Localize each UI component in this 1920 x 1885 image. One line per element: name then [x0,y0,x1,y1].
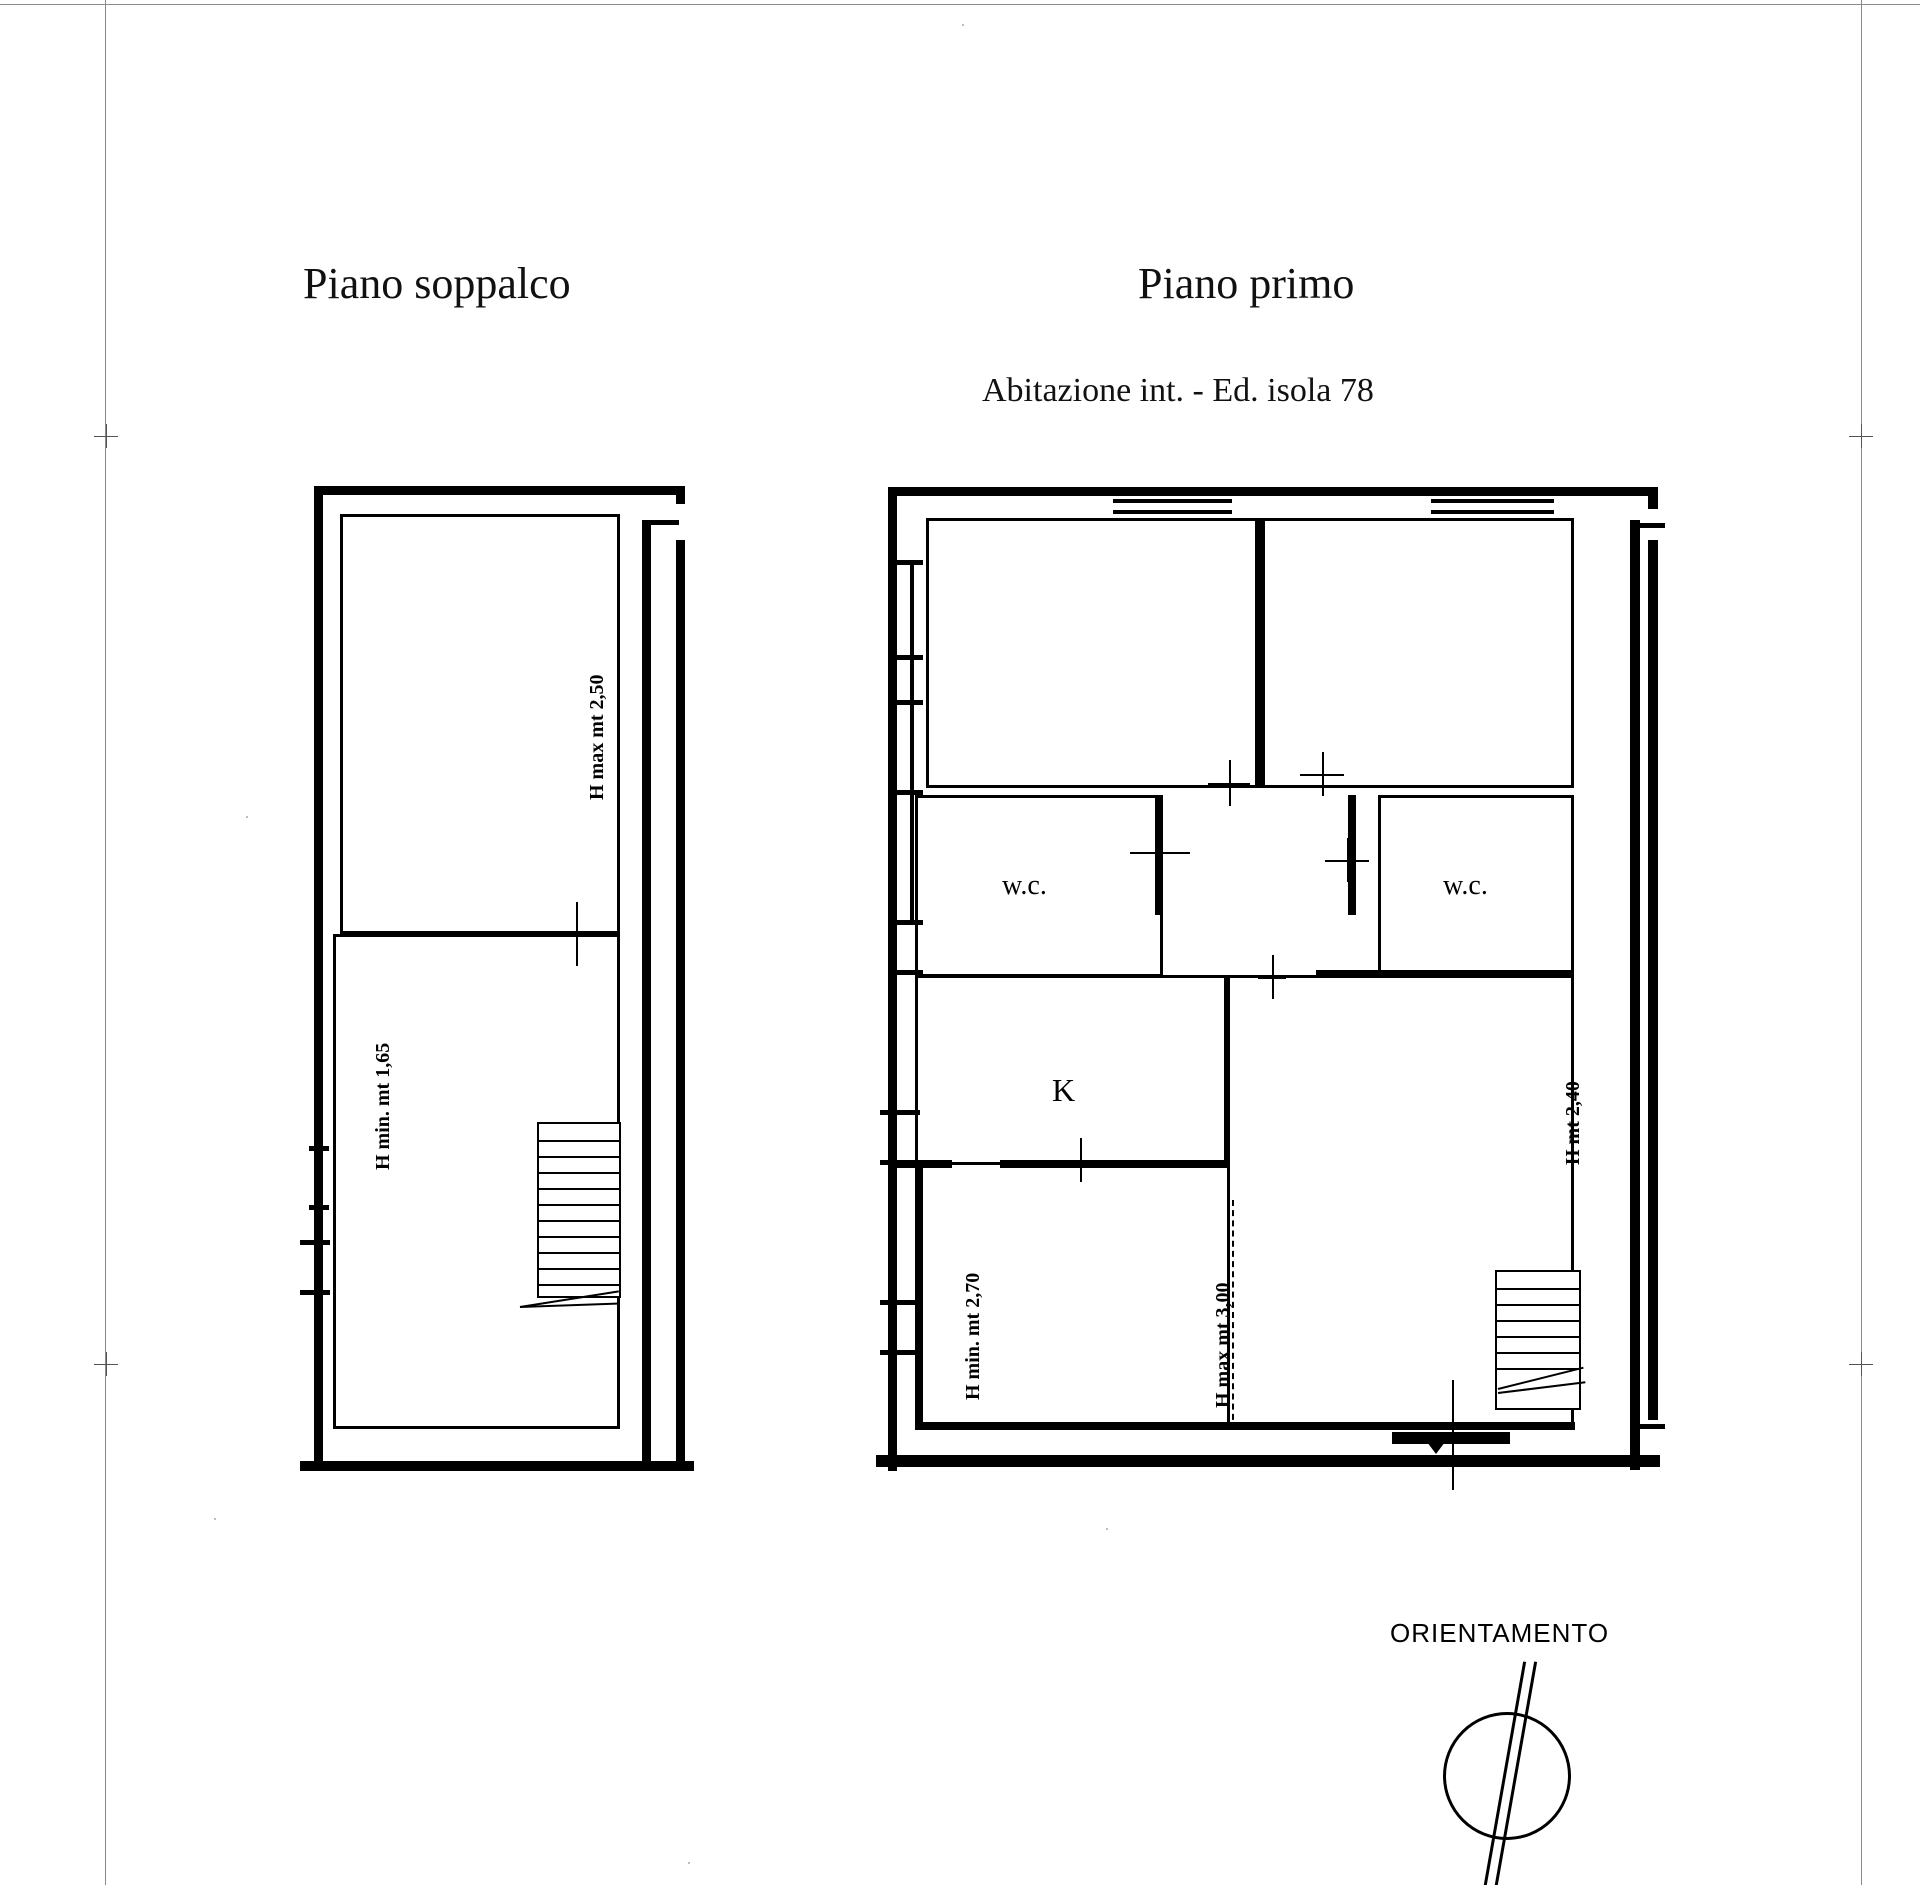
scan-speckle [214,1518,216,1520]
right-plan-dimension-h-240: H mt 2,40 [1562,1081,1584,1165]
right-plan-fixture-cross-wc-left [1130,830,1190,874]
right-plan-wall-left [888,487,897,1471]
right-plan-left-wall-opening-8 [880,1160,920,1165]
left-plan-room-upper [340,514,620,934]
left-plan-wall-top [314,486,680,495]
scan-speckle [688,1862,690,1864]
right-plan-fixture-cross-bedroom-left [1208,760,1250,806]
stair-step [1497,1304,1579,1306]
stair-step [539,1172,619,1174]
stair-step [539,1268,619,1270]
left-plan-staircase [537,1122,621,1298]
left-plan-wall-left [314,486,323,1470]
registration-mark-top-right [1849,424,1873,448]
right-plan-room-kitchen [915,975,1227,1165]
right-plan-wall-right-outer [1648,487,1658,509]
right-plan-label-kitchen: K [1052,1072,1076,1108]
right-plan-wall-kitchen-bottom-extension [1000,1160,1230,1168]
registration-mark-bottom-right [1849,1352,1873,1376]
left-plan-dimension-h-min: H min. mt 1,65 [372,1042,394,1170]
right-plan-wall-top [888,487,1648,496]
right-plan-left-wall-opening-10 [880,1350,920,1355]
right-plan-window-top-left-inner [1113,510,1232,514]
stair-step [539,1204,619,1206]
right-plan-wall-right-bottom-return [1637,1424,1665,1429]
right-plan-room-bedroom-left [926,518,1258,788]
stair-step [539,1156,619,1158]
crop-line-top [0,4,1920,5]
left-plan-wall-right-upper [642,520,651,1470]
stair-step [1497,1288,1579,1290]
left-plan-door-opening-3 [300,1240,330,1245]
stair-step [1497,1352,1579,1354]
right-plan-entrance-threshold [1392,1432,1510,1444]
right-plan-dimension-h-min-270: H min. mt 2,70 [962,1272,984,1400]
crop-line-left [105,0,106,1885]
left-plan-wall-top-right-return [651,520,679,525]
right-plan-wall-lower-bottom [915,1422,1575,1430]
left-plan-door-opening-2 [309,1205,329,1210]
right-plan-subtitle: Abitazione int. - Ed. isola 78 [982,372,1374,409]
right-plan-left-wall-opening-7 [880,1110,920,1115]
right-plan-left-wall-opening-9 [880,1300,920,1305]
stair-step [539,1188,619,1190]
left-plan-wall-bottom [300,1461,694,1471]
stair-step [539,1140,619,1142]
crop-line-right [1861,0,1862,1885]
left-plan-wall-right-outer-lower [676,540,685,1470]
right-plan-left-wall-glazing [910,565,914,920]
right-plan-entrance-arrow-icon [1424,1438,1448,1454]
right-plan-fixture-cross-wc-right [1325,838,1369,882]
left-plan-door-opening-1 [309,1146,329,1151]
right-plan-wall-right [1630,520,1640,1470]
right-plan-title: Piano primo [1138,259,1355,308]
right-plan-window-top-left [1113,499,1232,503]
left-plan-door-opening-4 [300,1290,330,1295]
left-plan-dimension-h-max: H max mt 2,50 [586,674,608,800]
right-plan-wall-bottom [876,1455,1660,1467]
right-plan-window-top-right-inner [1431,510,1554,514]
stair-step [539,1252,619,1254]
left-plan-fixture-cross [556,902,596,966]
stair-step [1497,1320,1579,1322]
scan-speckle [246,816,248,818]
stair-step [539,1220,619,1222]
right-plan-wall-top-right-return [1637,523,1665,528]
right-plan-room-bedroom-right [1262,518,1574,788]
scan-speckle [962,24,964,26]
right-plan-window-top-right [1431,499,1554,503]
registration-mark-bottom-left [94,1352,118,1376]
stair-step [1497,1336,1579,1338]
right-plan-left-wall-opening-5 [897,920,923,925]
scan-speckle [1106,1528,1108,1530]
right-plan-dimension-h-max-300: H max mt 3,00 [1212,1282,1234,1408]
right-plan-fixture-cross-kitchen [1058,1138,1102,1182]
stair-step [539,1236,619,1238]
right-plan-label-wc-left: w.c. [1002,870,1047,901]
right-plan-left-wall-opening-6 [897,970,923,975]
stair-step [539,1284,619,1286]
right-plan-fixture-cross-corridor-top [1300,752,1344,796]
right-plan-fixture-cross-corridor-bottom [1258,955,1286,999]
right-plan-label-wc-right: w.c. [1443,870,1488,901]
left-plan-title: Piano soppalco [303,259,571,308]
left-plan-wall-right-outer [676,486,685,504]
orientation-label: ORIENTAMENTO [1390,1618,1610,1648]
registration-mark-top-left [94,424,118,448]
right-plan-wall-lower-left-vertical [915,1168,923,1430]
right-plan-wall-right-outer-lower [1648,540,1658,1420]
